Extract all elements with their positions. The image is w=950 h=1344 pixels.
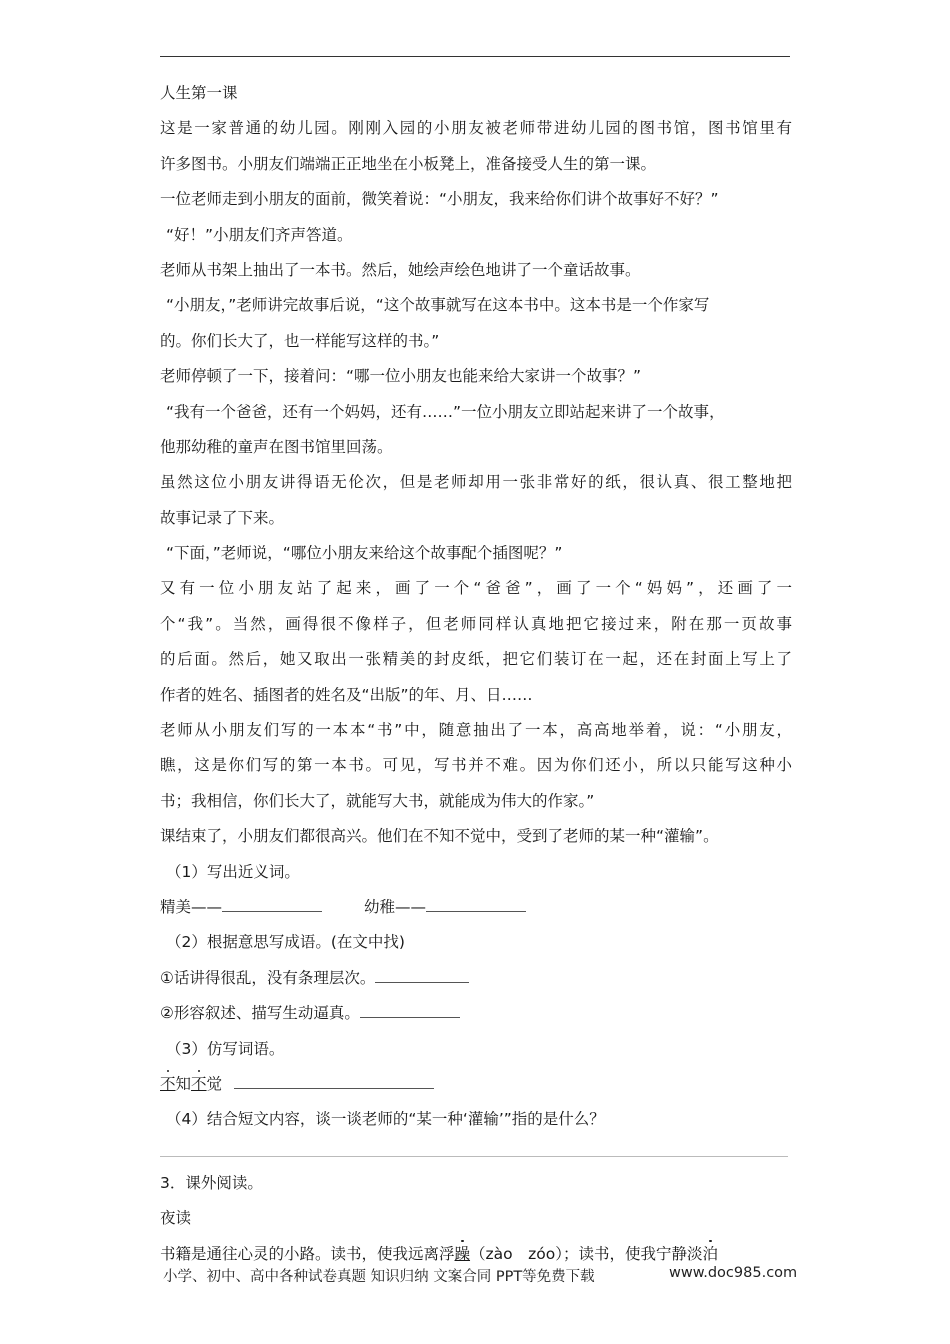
q2-item-text: ①话讲得很乱，没有条理层次。: [160, 968, 376, 987]
passage-line: 虽然这位小朋友讲得语无伦次，但是老师却用一张非常好的纸，很认真、很工整地把: [160, 473, 792, 492]
answer-blank[interactable]: [426, 897, 526, 912]
question-3: （3）仿写词语。: [166, 1039, 285, 1058]
question-2-item: [160, 961, 792, 996]
question-1-items: [160, 890, 792, 925]
passage-line: 他那幼稚的童声在图书馆里回荡。: [160, 437, 393, 456]
plain-char: 知: [175, 1074, 192, 1093]
passage-line: 老师从书架上抽出了一本书。然后，她绘声绘色地讲了一个童话故事。: [160, 260, 641, 279]
top-rule: [160, 56, 790, 57]
passage-line: “好！”小朋友们齐声答道。: [166, 225, 353, 244]
dotted-char: 不: [191, 1074, 207, 1093]
section-heading: 3．课外阅读。: [160, 1174, 263, 1192]
passage-line: “小朋友，”老师讲完故事后说，“这个故事就写在这本书中。这本书是一个作家写: [166, 296, 710, 315]
reading-passage: [160, 76, 792, 1138]
answer-blank[interactable]: [360, 1003, 460, 1018]
passage-line: 的。你们长大了，也一样能写这样的书。”: [160, 331, 440, 350]
dotted-char: 泊: [702, 1244, 719, 1263]
section-3: [160, 1166, 792, 1272]
question-3-item: [160, 1067, 792, 1102]
question-4: （4）结合短文内容，谈一谈老师的“某一种‘灌输’”指的是什么？: [166, 1110, 605, 1129]
passage-line: 一位老师走到小朋友的面前，微笑着说：“小朋友，我来给你们讲个故事好不好？”: [160, 190, 719, 209]
passage-line: 又有一位小朋友站了起来，画了一个“爸爸”，画了一个“妈妈”，还画了一: [160, 579, 792, 598]
footer-text: 小学、初中、高中各种试卷真题 知识归纳 文案合同 PPT等免费下载: [163, 1269, 595, 1285]
passage-line: 的后面。然后，她又取出一张精美的封皮纸，把它们装订在一起，还在封面上写上了: [160, 650, 792, 669]
passage-line: 个“我”。当然，画得很不像样子，但老师同样认真地把它接过来，附在那一页故事: [160, 614, 792, 633]
section-title: 夜读: [160, 1209, 192, 1228]
passage-line: 书；我相信，你们长大了，就能写大书，就能成为伟大的作家。”: [160, 791, 595, 810]
q1-item-label: 精美——: [160, 897, 223, 916]
passage-line: 老师从小朋友们写的一本本“书”中，随意抽出了一本，高高地举着，说：“小朋友，: [160, 721, 792, 740]
q2-item-text: ②形容叙述、描写生动逼真。: [160, 1004, 360, 1023]
passage-line: “下面，”老师说，“哪位小朋友来给这个故事配个插图呢？”: [166, 544, 563, 563]
plain-char: 觉: [206, 1074, 223, 1093]
footer-url[interactable]: www.doc985.com: [669, 1265, 798, 1281]
question-2: （2）根据意思写成语。(在文中找): [166, 933, 405, 952]
passage-title: 人生第一课: [160, 84, 238, 102]
question-1: （1）写出近义词。: [166, 862, 300, 881]
passage-line: 许多图书。小朋友们端端正正地坐在小板凳上，准备接受人生的第一课。: [160, 154, 657, 173]
dotted-char: 躁: [454, 1244, 471, 1263]
q1-item-label: 幼稚——: [364, 897, 427, 916]
passage-line: 老师停顿了一下，接着问：“哪一位小朋友也能来给大家讲一个故事？”: [160, 367, 642, 386]
answer-blank[interactable]: [234, 1074, 434, 1089]
answer-blank[interactable]: [375, 968, 469, 983]
section-text: （zào zóo）；读书，使我宁静淡: [470, 1244, 703, 1263]
passage-line: 课结束了，小朋友们都很高兴。他们在不知不觉中，受到了老师的某一种“灌输”。: [160, 827, 719, 846]
passage-line: 故事记录了下来。: [160, 508, 285, 527]
answer-line[interactable]: [160, 1156, 788, 1157]
footer: [163, 1265, 798, 1286]
answer-blank[interactable]: [222, 897, 322, 912]
passage-line: 瞧，这是你们写的第一本书。可见，写书并不难。因为你们还小，所以只能写这种小: [160, 756, 792, 775]
passage-line: 作者的姓名、插图者的姓名及“出版”的年、月、日……: [160, 685, 533, 704]
question-2-item: [160, 996, 792, 1031]
passage-line: “我有一个爸爸，还有一个妈妈，还有……”一位小朋友立即站起来讲了一个故事，: [166, 402, 725, 421]
section-text: 书籍是通往心灵的小路。读书，使我远离浮: [160, 1244, 455, 1263]
dotted-char: 不: [160, 1074, 176, 1093]
passage-line: 这是一家普通的幼儿园。刚刚入园的小朋友被老师带进幼儿园的图书馆，图书馆里有: [160, 119, 792, 138]
